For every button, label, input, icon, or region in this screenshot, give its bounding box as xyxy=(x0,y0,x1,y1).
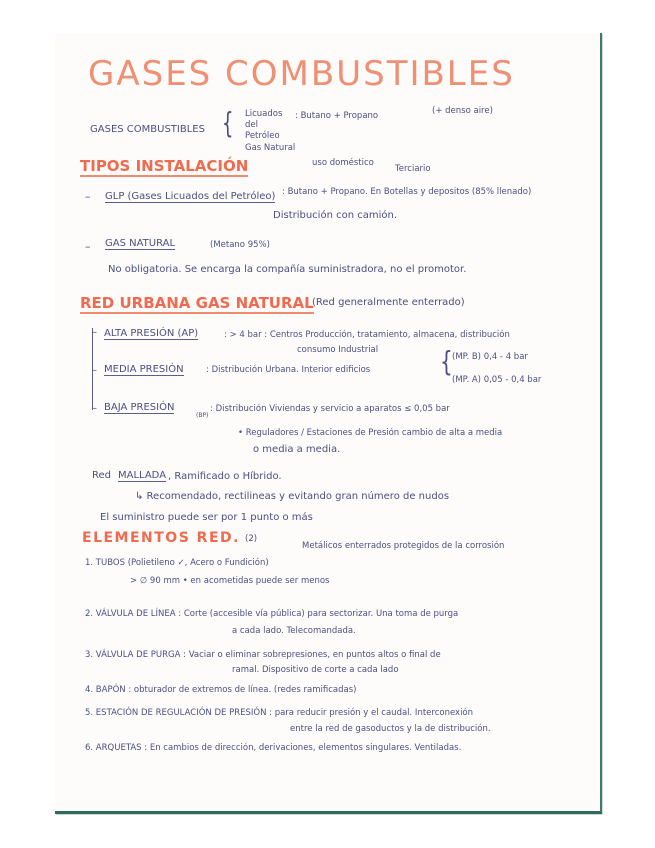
alta-text: : > 4 bar : Centros Producción, tratamiento, almacena, distribución xyxy=(224,330,510,340)
alta-label: ALTA PRESIÓN (AP) xyxy=(104,328,199,339)
gn-label: GAS NATURAL xyxy=(105,238,176,249)
media-text: : Distribución Urbana. Interior edificios xyxy=(206,365,371,375)
intro-branch1: Licuados del Petróleo xyxy=(245,109,283,141)
baja-text: : Distribución Viviendas y servicio a aparatos ≤ 0,05 bar xyxy=(210,404,450,414)
item-valvula-linea-line1: 2. VÁLVULA DE LÍNEA : Corte (accesible vía pública) para sectorizar. Una toma de purga xyxy=(85,609,459,619)
glp-label: GLP (Gases Licuados del Petróleo) xyxy=(105,191,276,202)
item-estacion-line1: 5. ESTACIÓN DE REGULACIÓN DE PRESIÓN : para reducir presión y el caudal. Interconexión xyxy=(85,708,474,718)
mpb-text: (MP. B) 0,4 - 4 bar xyxy=(452,352,528,362)
item-tubos-line2: > ∅ 90 mm • en acometidas puede ser menos xyxy=(130,576,330,586)
gn-detail: (Metano 95%) xyxy=(210,240,270,250)
mpa-text: (MP. A) 0,05 - 0,4 bar xyxy=(452,375,542,385)
item-tubos-line1: 1. TUBOS (Polietileno ✓, Acero o Fundición) xyxy=(85,558,269,568)
notebook-page xyxy=(55,33,602,814)
glp-line2: Distribución con camión. xyxy=(273,210,398,221)
item-estacion-line2: entre la red de gasoductos y la de distribución. xyxy=(290,724,491,734)
item-valvula-purga-line1: 3. VÁLVULA DE PURGA : Vaciar o eliminar sobrepresiones, en puntos altos o final de xyxy=(85,650,441,660)
item-valvula-linea-line2: a cada lado. Telecomandada. xyxy=(232,626,356,636)
baja-tick: – xyxy=(92,403,97,414)
mallada-label: MALLADA xyxy=(118,470,167,481)
reg-line1: • Reguladores / Estaciones de Presión cambio de alta a media xyxy=(238,428,503,438)
alta-tick: – xyxy=(92,327,97,338)
media-label: MEDIA PRESIÓN xyxy=(104,364,184,375)
glp-bullet: – xyxy=(85,190,91,203)
item-valvula-purga-line2: ramal. Dispositivo de corte a cada lado xyxy=(232,665,399,675)
intro-branch1-detail: : Butano + Propano xyxy=(295,111,379,121)
baja-sub: (BP) xyxy=(196,412,209,419)
recom-line: ↳ Recomendado, rectilineas y evitando gran número de nudos xyxy=(135,491,450,502)
media-tick: – xyxy=(92,365,97,376)
gn-line: No obligatoria. Se encarga la compañía suministradora, no el promotor. xyxy=(108,264,467,275)
glp-note-domestic: uso doméstico xyxy=(312,158,374,168)
red-heading-note: (Red generalmente enterrado) xyxy=(312,297,465,308)
mallada-prefix: Red xyxy=(92,470,111,481)
reg-line2: o media a media. xyxy=(253,444,341,455)
intro-branch1-note: (+ denso aire) xyxy=(432,106,493,116)
elementos-heading: ELEMENTOS RED. xyxy=(82,530,240,546)
tipos-heading: TIPOS INSTALACIÓN xyxy=(80,157,249,175)
intro-brace: { xyxy=(222,106,234,141)
suministro-line: El suministro puede ser por 1 punto o más xyxy=(100,512,313,523)
metalicos-note: Metálicos enterrados protegidos de la corrosión xyxy=(302,541,505,551)
red-heading: RED URBANA GAS NATURAL xyxy=(80,294,314,312)
intro-label: GASES COMBUSTIBLES xyxy=(90,124,205,135)
alta-text2: consumo Industrial xyxy=(297,345,379,355)
media-brace: { xyxy=(440,344,453,378)
item-bapon-line1: 4. BAPÓN : obturador de extremos de línea. (redes ramificadas) xyxy=(85,685,357,695)
intro-branch2: Gas Natural xyxy=(245,143,296,153)
glp-line1: : Butano + Propano. En Botellas y depositos (85% llenado) xyxy=(282,187,532,197)
glp-note-terciario: Terciario xyxy=(395,164,431,174)
item-arquetas-line1: 6. ARQUETAS : En cambios de dirección, derivaciones, elementos singulares. Ventiladas. xyxy=(85,743,462,753)
page-title: GASES COMBUSTIBLES xyxy=(88,54,515,94)
elementos-tag: (2) xyxy=(245,534,258,544)
gn-bullet: – xyxy=(85,240,91,253)
mallada-rest: , Ramificado o Híbrido. xyxy=(168,471,282,482)
baja-label: BAJA PRESIÓN xyxy=(104,402,175,413)
